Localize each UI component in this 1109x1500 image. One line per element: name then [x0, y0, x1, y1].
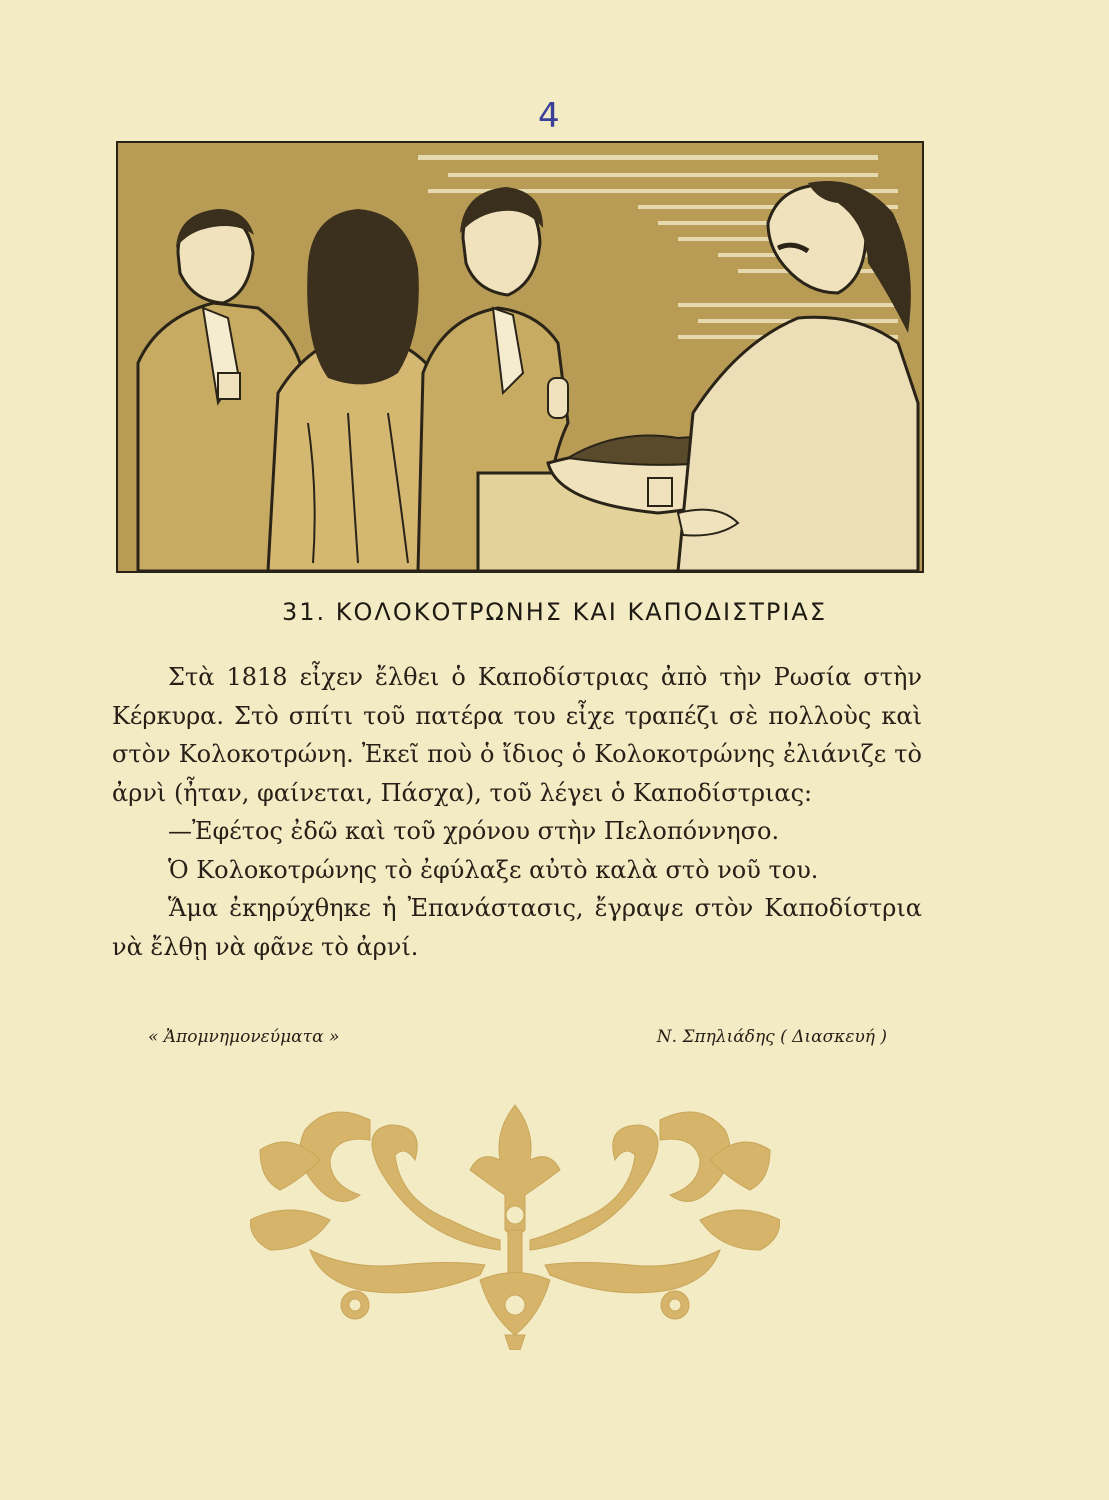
body-text [112, 658, 922, 966]
source-citation: « Ἀπομνημονεύματα » [148, 1027, 340, 1047]
paragraph: —Ἐφέτος ἐδῶ καὶ τοῦ χρόνου στὴν Πελοπόννησο. [168, 817, 780, 845]
paragraph: Ὁ Κολοκοτρώνης τὸ ἐφύλαξε αὐτὸ καλὰ στὸ νοῦ του. [168, 855, 819, 884]
floral-ornament [250, 1100, 780, 1354]
paragraph: Στὰ 1818 εἶχεν ἔλθει ὁ Καποδίστριας ἀπὸ τὴν Ρωσία στὴν Κέρκυρα. Στὸ σπίτι τοῦ πατέρα του εἶχε τραπέζι σὲ πολλοὺς καὶ στὸν Κολοκοτρώνη. Ἐκεῖ ποὺ ὁ ἴδιος ὁ Κολοκοτρώνης ἐλιάνιζε τὸ ἀρνὶ (ἦταν, φαίνεται, Πάσχα), τοῦ λέγει ὁ Καποδίστριας: [112, 663, 922, 807]
illustration-dinner-scene [116, 141, 924, 573]
author-credit: Ν. Σπηλιάδης ( Διασκευή ) [656, 1027, 887, 1047]
handwritten-page-number: 4 [538, 96, 560, 136]
paragraph: Ἅμα ἐκηρύχθηκε ἡ Ἐπανάστασις, ἔγραψε στὸν Καποδίστρια νὰ ἔλθῃ νὰ φᾶνε τὸ ἀρνί. [112, 894, 922, 961]
chapter-title: 31. ΚΟΛΟΚΟΤΡΩΝΗΣ ΚΑΙ ΚΑΠΟΔΙΣΤΡΙΑΣ [281, 598, 828, 626]
